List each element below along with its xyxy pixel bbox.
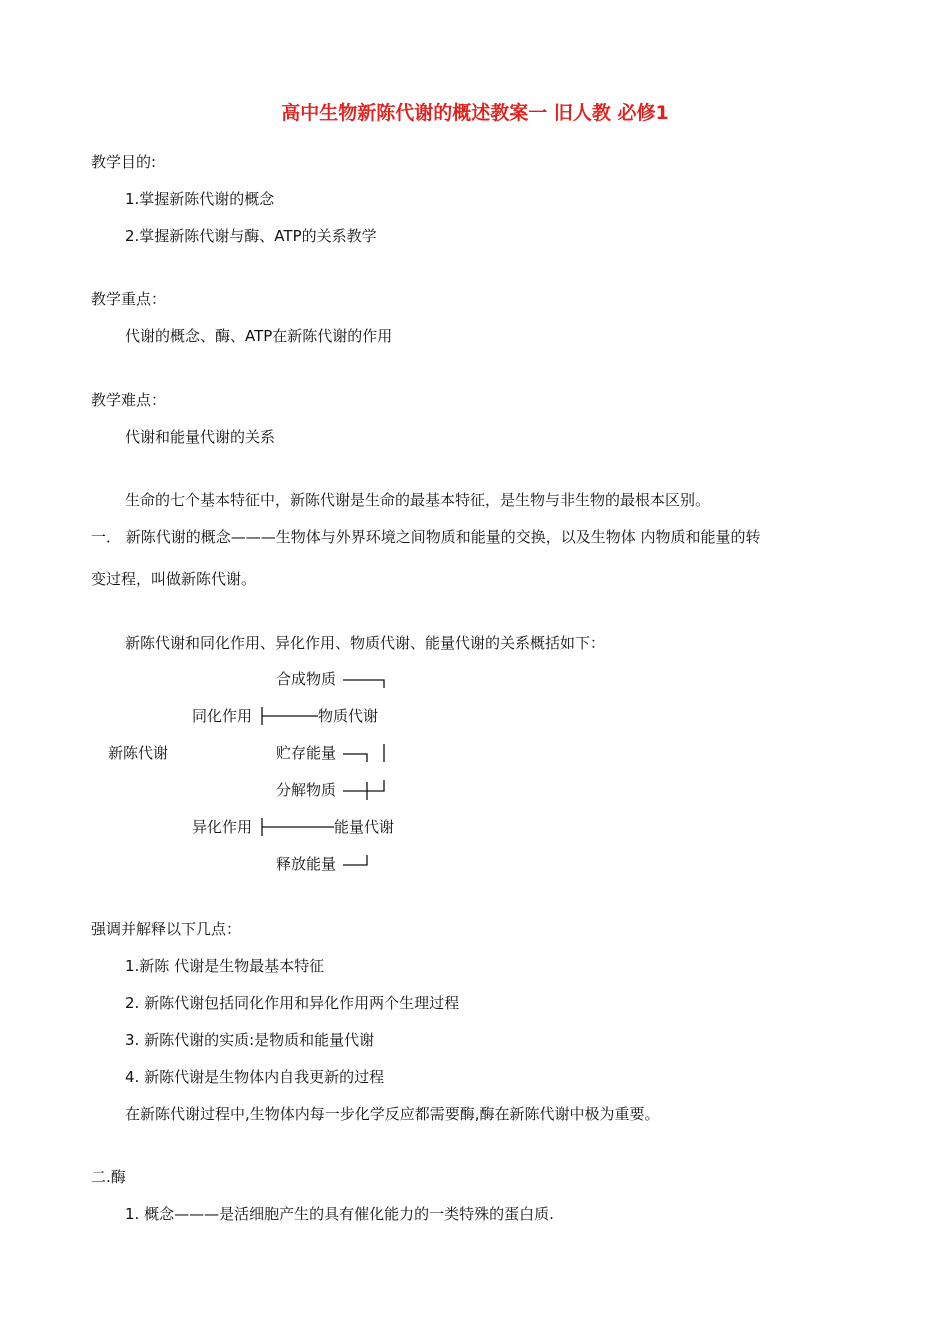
key-points-heading: 教学重点： [91,290,167,308]
difficulties-text: 代谢和能量代谢的关系 [125,428,276,446]
diagram-assimilation: 同化作用 [192,707,253,725]
diagram-energy-metabolism: 能量代谢 [334,818,395,836]
connector-decomp [343,780,384,800]
emphasis-item-4: 4. 新陈代谢是生物体内自我更新的过程 [125,1068,385,1086]
connector-release [343,855,367,865]
section2-item-1: 1. 概念———是活细胞产生的具有催化能力的一类特殊的蛋白质. [125,1205,554,1223]
diagram-release-energy: 释放能量 [276,855,337,873]
intro-paragraph: 生命的七个基本特征中，新陈代谢是生命的最基本特征，是生物与非生物的最根本区别。 [125,491,711,509]
diagram-matter-metabolism: 物质代谢 [318,707,379,725]
diagram-root: 新陈代谢 [108,744,169,762]
objective-item-2: 2.掌握新陈代谢与酶、ATP的关系教学 [125,227,377,245]
diagram-synth-matter: 合成物质 [276,670,337,688]
objectives-heading: 教学目的: [91,153,157,171]
document-title: 高中生物新陈代谢的概述教案一 旧人教 必修1 [281,102,669,124]
section1-line1: 一． 新陈代谢的概念———生物体与外界环境之间物质和能量的交换，以及生物体 内物质和能量的转 [91,528,761,546]
connector-assim-bracket [262,707,318,725]
emphasis-summary: 在新陈代谢过程中,生物体内每一步化学反应都需要酶,酶在新陈代谢中极为重要。 [125,1105,660,1123]
objective-item-1: 1.掌握新陈代谢的概念 [125,190,275,208]
connector-store [343,754,367,762]
key-points-text: 代谢的概念、酶、ATP在新陈代谢的作用 [125,327,393,345]
diagram-dissimilation: 异化作用 [192,818,253,836]
diagram-store-energy: 贮存能量 [276,744,337,762]
emphasis-item-3: 3. 新陈代谢的实质:是物质和能量代谢 [125,1031,375,1049]
emphasis-item-1: 1.新陈 代谢是生物最基本特征 [125,957,325,975]
section1-line2: 变过程，叫做新陈代谢。 [91,570,257,588]
section2-heading: 二.酶 [91,1168,126,1186]
relation-intro: 新陈代谢和同化作用、异化作用、物质代谢、能量代谢的关系概括如下： [125,634,606,652]
difficulties-heading: 教学难点： [91,391,167,409]
emphasis-heading: 强调并解释以下几点： [91,920,242,938]
connector-synth [343,680,384,688]
diagram-decomp-matter: 分解物质 [276,781,337,799]
emphasis-item-2: 2. 新陈代谢包括同化作用和异化作用两个生理过程 [125,994,460,1012]
connector-dissim-bracket [262,818,334,836]
